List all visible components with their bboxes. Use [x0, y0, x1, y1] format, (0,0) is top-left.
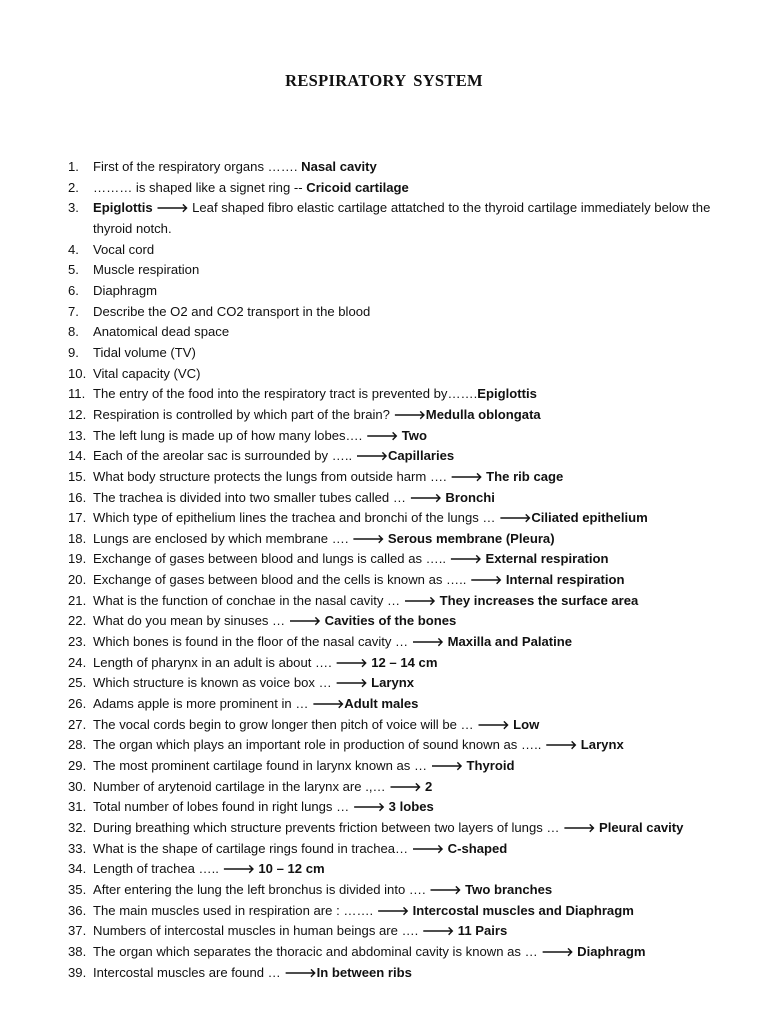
question-item	[68, 446, 728, 467]
question-item	[68, 260, 728, 281]
answer-text: Thyroid	[462, 758, 515, 774]
question-number: 11.	[68, 386, 86, 402]
arrow-right-icon: 🡒	[335, 655, 368, 670]
question-number: 35.	[68, 881, 87, 897]
question-text: What body structure protects the lungs from outside harm ….	[93, 468, 451, 484]
question-number: 15.	[68, 468, 87, 484]
question-text: ……… is shaped like a signet ring --	[93, 179, 307, 195]
question-item	[68, 694, 728, 715]
question-text: Each of the areolar sac is surrounded by …..	[93, 448, 356, 464]
answer-text: 11 Pairs	[454, 923, 508, 939]
question-number: 39.	[68, 964, 87, 980]
question-text: Exchange of gases between blood and the cells is known as …..	[93, 572, 471, 588]
question-number: 18.	[68, 530, 87, 546]
arrow-right-icon: 🡒	[335, 676, 368, 691]
question-item	[68, 384, 728, 405]
arrow-right-icon: 🡒	[499, 511, 532, 526]
question-number: 20.	[68, 572, 87, 588]
question-number: 31.	[68, 799, 87, 815]
answer-text: Two	[398, 427, 427, 443]
arrow-right-icon: 🡒	[312, 697, 345, 712]
arrow-right-icon: 🡒	[429, 882, 462, 897]
question-number: 3.	[68, 200, 79, 216]
question-text: Total number of lobes found in right lungs …	[93, 799, 353, 815]
arrow-right-icon: 🡒	[541, 944, 574, 959]
question-item	[68, 508, 728, 529]
question-text: Which structure is known as voice box …	[93, 675, 336, 691]
question-text: After entering the lung the left bronchus is divided into ….	[93, 881, 430, 897]
answer-text: Maxilla and Palatine	[443, 634, 573, 650]
question-number: 33.	[68, 840, 87, 856]
arrow-right-icon: 🡒	[288, 614, 321, 629]
question-text: The vocal cords begin to grow longer then pitch of voice will be …	[93, 716, 478, 732]
answer-text: External respiration	[481, 551, 609, 567]
question-number: 30.	[68, 778, 87, 794]
question-item	[68, 756, 728, 777]
question-item	[68, 797, 728, 818]
question-text: Lungs are enclosed by which membrane ….	[93, 530, 353, 546]
arrow-right-icon: 🡒	[450, 469, 483, 484]
question-text: What do you mean by sinuses …	[93, 613, 289, 629]
question-text: The organ which separates the thoracic and abdominal cavity is known as …	[93, 943, 542, 959]
answer-text: The rib cage	[482, 468, 564, 484]
answer-text: Pleural cavity	[595, 820, 684, 835]
question-item	[68, 653, 728, 674]
question-item	[68, 364, 728, 385]
answer-text: Medulla oblongata	[425, 406, 541, 422]
question-text: Vocal cord	[93, 241, 155, 257]
question-number: 38.	[68, 943, 87, 959]
question-item	[68, 178, 728, 199]
question-number: 1.	[68, 159, 79, 174]
question-item	[68, 963, 728, 984]
question-item	[68, 818, 728, 839]
question-text: Numbers of intercostal muscles in human beings are ….	[93, 923, 422, 939]
question-item	[68, 157, 728, 178]
question-number: 17.	[68, 510, 87, 526]
question-text: Number of arytenoid cartilage in the larynx are .,…	[93, 778, 390, 794]
question-item	[68, 322, 728, 343]
question-number: 7.	[68, 303, 79, 319]
question-text: The left lung is made up of how many lobes….	[93, 427, 366, 443]
arrow-right-icon: 🡒	[355, 449, 388, 464]
question-number: 28.	[68, 737, 87, 753]
answer-text: 2	[421, 778, 433, 794]
question-number: 32.	[68, 820, 87, 835]
arrow-right-icon: 🡒	[411, 635, 444, 650]
question-text: Leaf shaped fibro elastic cartilage attatched to the thyroid cartilage immediately below the thyroid notch.	[93, 200, 711, 236]
arrow-right-icon: 🡒	[352, 800, 386, 815]
answer-text: Serous membrane (Pleura)	[384, 530, 555, 546]
question-item	[68, 240, 728, 261]
question-item	[68, 343, 728, 364]
answer-text: Diaphragm	[573, 943, 646, 959]
question-number: 26.	[68, 696, 87, 712]
answer-text: Nasal cavity	[301, 159, 377, 174]
arrow-right-icon: 🡒	[411, 841, 444, 856]
question-text: The entry of the food into the respiratory tract is prevented by…….	[93, 386, 478, 402]
question-text: Which bones is found in the floor of the nasal cavity …	[93, 634, 412, 650]
page-title: RESPIRATORY SYSTEM	[285, 71, 483, 90]
question-item	[68, 426, 728, 447]
question-item	[68, 942, 728, 963]
question-number: 2.	[68, 179, 79, 195]
question-text: During breathing which structure prevents friction between two layers of lungs …	[93, 820, 564, 835]
arrow-right-icon: 🡒	[449, 552, 482, 567]
question-item	[68, 467, 728, 488]
question-item	[68, 901, 728, 922]
arrow-right-icon: 🡒	[477, 717, 510, 732]
answer-text: Internal respiration	[502, 572, 625, 588]
answer-text: Larynx	[577, 737, 624, 753]
question-item	[68, 591, 728, 612]
question-item	[68, 549, 728, 570]
question-text: Vital capacity (VC)	[93, 365, 201, 381]
question-number: 23.	[68, 634, 87, 650]
answer-text: 12 – 14 cm	[367, 654, 438, 670]
question-item	[68, 570, 728, 591]
question-text: Which type of epithelium lines the trachea and bronchi of the lungs …	[93, 510, 500, 526]
question-item	[68, 302, 728, 323]
question-item	[68, 673, 728, 694]
question-number: 14.	[68, 448, 87, 464]
question-item	[68, 839, 728, 860]
answer-text: Two branches	[461, 881, 553, 897]
question-number: 37.	[68, 923, 87, 939]
question-number: 22.	[68, 613, 87, 629]
answer-text: Intercostal muscles and Diaphragm	[409, 902, 634, 918]
answer-text: Larynx	[367, 675, 415, 691]
arrow-right-icon: 🡒	[403, 593, 436, 608]
arrow-right-icon: 🡒	[156, 201, 189, 216]
arrow-right-icon: 🡒	[393, 407, 426, 422]
question-list	[68, 157, 728, 983]
question-text: The main muscles used in respiration are : …….	[93, 902, 377, 918]
question-number: 5.	[68, 262, 79, 278]
question-number: 25.	[68, 675, 87, 691]
answer-text: Adult males	[344, 696, 419, 712]
question-text: Length of trachea …..	[93, 861, 223, 877]
answer-text: C-shaped	[443, 840, 508, 856]
answer-text: Epiglottis	[93, 200, 153, 216]
arrow-right-icon: 🡒	[376, 903, 409, 918]
answer-text: Low	[509, 716, 540, 732]
arrow-right-icon: 🡒	[430, 759, 463, 774]
question-text: Tidal volume (TV)	[93, 344, 196, 360]
question-number: 4.	[68, 241, 79, 257]
question-item	[68, 735, 728, 756]
answer-text: They increases the surface area	[435, 592, 639, 608]
question-item	[68, 198, 728, 239]
question-text: Diaphragm	[93, 282, 158, 298]
question-item	[68, 715, 728, 736]
question-number: 19.	[68, 551, 87, 567]
question-number: 36.	[68, 902, 87, 918]
question-text: Length of pharynx in an adult is about ….	[93, 654, 336, 670]
question-number: 34.	[68, 861, 87, 877]
arrow-right-icon: 🡒	[470, 573, 503, 588]
arrow-right-icon: 🡒	[544, 738, 578, 753]
question-text: What is the shape of cartilage rings found in trachea…	[93, 840, 412, 856]
arrow-right-icon: 🡒	[563, 821, 596, 835]
question-number: 9.	[68, 344, 79, 360]
question-item	[68, 921, 728, 942]
question-text: Respiration is controlled by which part of the brain?	[93, 406, 394, 422]
question-item	[68, 880, 728, 901]
question-number: 16.	[68, 489, 87, 505]
arrow-right-icon: 🡒	[409, 490, 442, 505]
question-item	[68, 405, 728, 426]
arrow-right-icon: 🡒	[389, 779, 422, 794]
question-item	[68, 777, 728, 798]
question-number: 27.	[68, 716, 87, 732]
question-text: Muscle respiration	[93, 262, 200, 278]
question-item	[68, 632, 728, 653]
arrow-right-icon: 🡒	[222, 862, 255, 877]
question-number: 8.	[68, 324, 79, 340]
question-number: 24.	[68, 654, 87, 670]
arrow-right-icon: 🡒	[421, 924, 455, 939]
arrow-right-icon: 🡒	[365, 428, 399, 443]
answer-text: Bronchi	[441, 489, 495, 505]
question-text: The most prominent cartilage found in larynx known as …	[93, 758, 431, 774]
question-item	[68, 281, 728, 302]
question-text: Exchange of gases between blood and lungs is called as …..	[93, 551, 450, 567]
question-text: The organ which plays an important role in production of sound known as …..	[93, 737, 545, 753]
answer-text: Epiglottis	[477, 386, 537, 402]
question-number: 6.	[68, 282, 79, 298]
question-item	[68, 611, 728, 632]
question-item	[68, 488, 728, 509]
question-number: 10.	[68, 365, 87, 381]
answer-text: 10 – 12 cm	[254, 861, 325, 877]
question-text: The trachea is divided into two smaller tubes called …	[93, 489, 410, 505]
question-item	[68, 859, 728, 880]
question-text: Describe the O2 and CO2 transport in the blood	[93, 303, 371, 319]
question-number: 21.	[68, 592, 87, 608]
question-number: 12.	[68, 406, 87, 422]
question-item	[68, 529, 728, 550]
answer-text: In between ribs	[316, 964, 412, 980]
question-number: 13.	[68, 427, 87, 443]
answer-text: Capillaries	[387, 448, 455, 464]
question-text: What is the function of conchae in the nasal cavity …	[93, 592, 404, 608]
question-text: Intercostal muscles are found …	[93, 964, 285, 980]
answer-text: Ciliated epithelium	[531, 510, 648, 526]
arrow-right-icon: 🡒	[352, 531, 385, 546]
question-text: First of the respiratory organs …….	[93, 159, 302, 174]
answer-text: Cricoid cartilage	[306, 179, 409, 195]
arrow-right-icon: 🡒	[284, 965, 317, 980]
question-number: 29.	[68, 758, 87, 774]
question-text: Adams apple is more prominent in …	[93, 696, 313, 712]
question-text: Anatomical dead space	[93, 324, 230, 340]
answer-text: Cavities of the bones	[320, 613, 457, 629]
answer-text: 3 lobes	[385, 799, 434, 815]
